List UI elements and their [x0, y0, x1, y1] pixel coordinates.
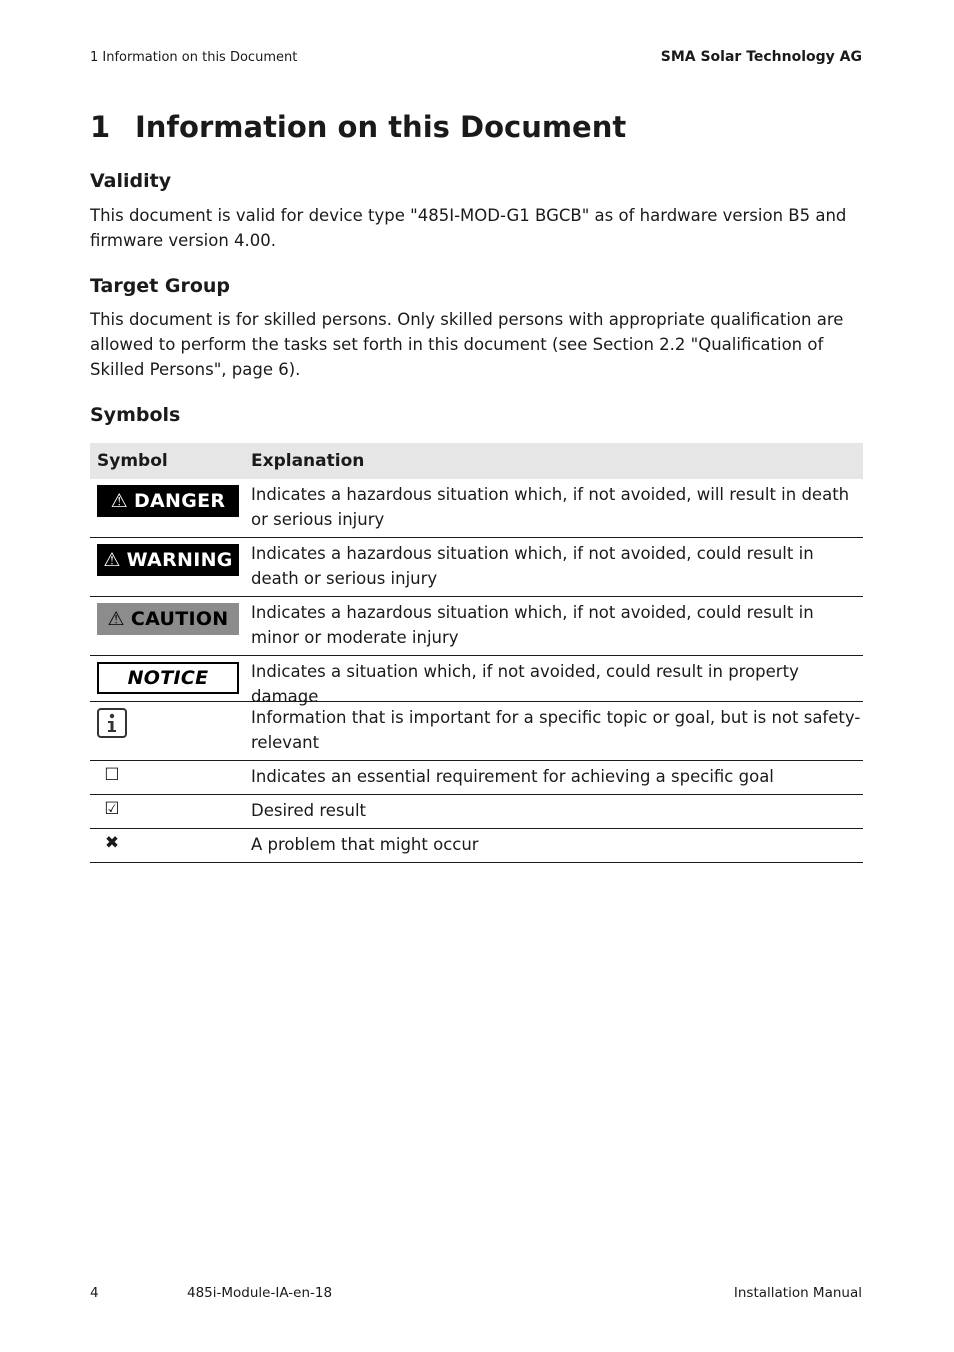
explanation-cell: Indicates a hazardous situation which, if not avoided, could result in minor or moderate injury	[251, 603, 814, 647]
info-i-glyph	[105, 713, 119, 733]
header-explanation: Explanation	[251, 451, 365, 471]
target-group-heading: Target Group	[90, 275, 231, 297]
header-symbol: Symbol	[97, 451, 168, 471]
table-row	[90, 702, 863, 761]
table-row	[90, 829, 863, 863]
danger-badge: ⚠ DANGER	[97, 485, 239, 517]
warning-badge: ⚠ WARNING	[97, 544, 239, 576]
target-group-text: This document is for skilled persons. Only skilled persons with appropriate qualification are allowed to perform the tasks set forth in this document (see Section 2.2 "Qualification of Skilled Persons", page 6).	[90, 310, 844, 379]
validity-text: This document is valid for device type "485I-MOD-G1 BGCB" as of hardware version B5 and firmware version 4.00.	[90, 206, 847, 250]
table-row	[90, 538, 863, 597]
notice-badge: NOTICE	[97, 662, 239, 694]
explanation-cell: Indicates a hazardous situation which, if not avoided, will result in death or serious injury	[251, 485, 850, 529]
table-row	[90, 795, 863, 829]
chapter-number: 1	[90, 110, 111, 144]
explanation-cell: Indicates a situation which, if not avoided, could result in property damage	[251, 662, 799, 706]
symbols-heading: Symbols	[90, 404, 181, 426]
table-row	[90, 761, 863, 795]
table-row	[90, 479, 863, 538]
info-icon	[97, 708, 127, 738]
explanation-cell: Indicates a hazardous situation which, if not avoided, could result in death or serious injury	[251, 544, 814, 588]
validity-heading: Validity	[90, 170, 172, 192]
symbols-table	[90, 443, 863, 863]
document-type: Installation Manual	[733, 1285, 862, 1301]
chapter-title	[90, 110, 626, 144]
explanation-cell: Desired result	[251, 801, 367, 820]
explanation-cell: Indicates an essential requirement for achieving a specific goal	[251, 767, 774, 786]
running-header-company: SMA Solar Technology AG	[660, 49, 862, 65]
explanation-cell: A problem that might occur	[251, 835, 479, 854]
warning-triangle-icon: ⚠	[110, 490, 128, 512]
running-header-chapter: 1 Information on this Document	[90, 50, 298, 65]
table-row	[90, 656, 863, 706]
warning-triangle-icon: ⚠	[107, 608, 125, 630]
chapter-title-text: Information on this Document	[135, 110, 627, 144]
table-header-row	[90, 443, 863, 479]
checkbox-empty-icon: ☐	[104, 765, 120, 785]
warning-triangle-icon: ⚠	[103, 549, 121, 571]
page-number: 4	[90, 1285, 99, 1301]
document-id: 485i-Module-IA-en-18	[187, 1285, 333, 1301]
table-row	[90, 597, 863, 656]
cross-icon: ✖	[104, 833, 120, 853]
explanation-cell: Information that is important for a specific topic or goal, but is not safety-relevant	[251, 708, 861, 752]
caution-badge: ⚠ CAUTION	[97, 603, 239, 635]
checkbox-checked-icon: ☑	[104, 799, 120, 819]
